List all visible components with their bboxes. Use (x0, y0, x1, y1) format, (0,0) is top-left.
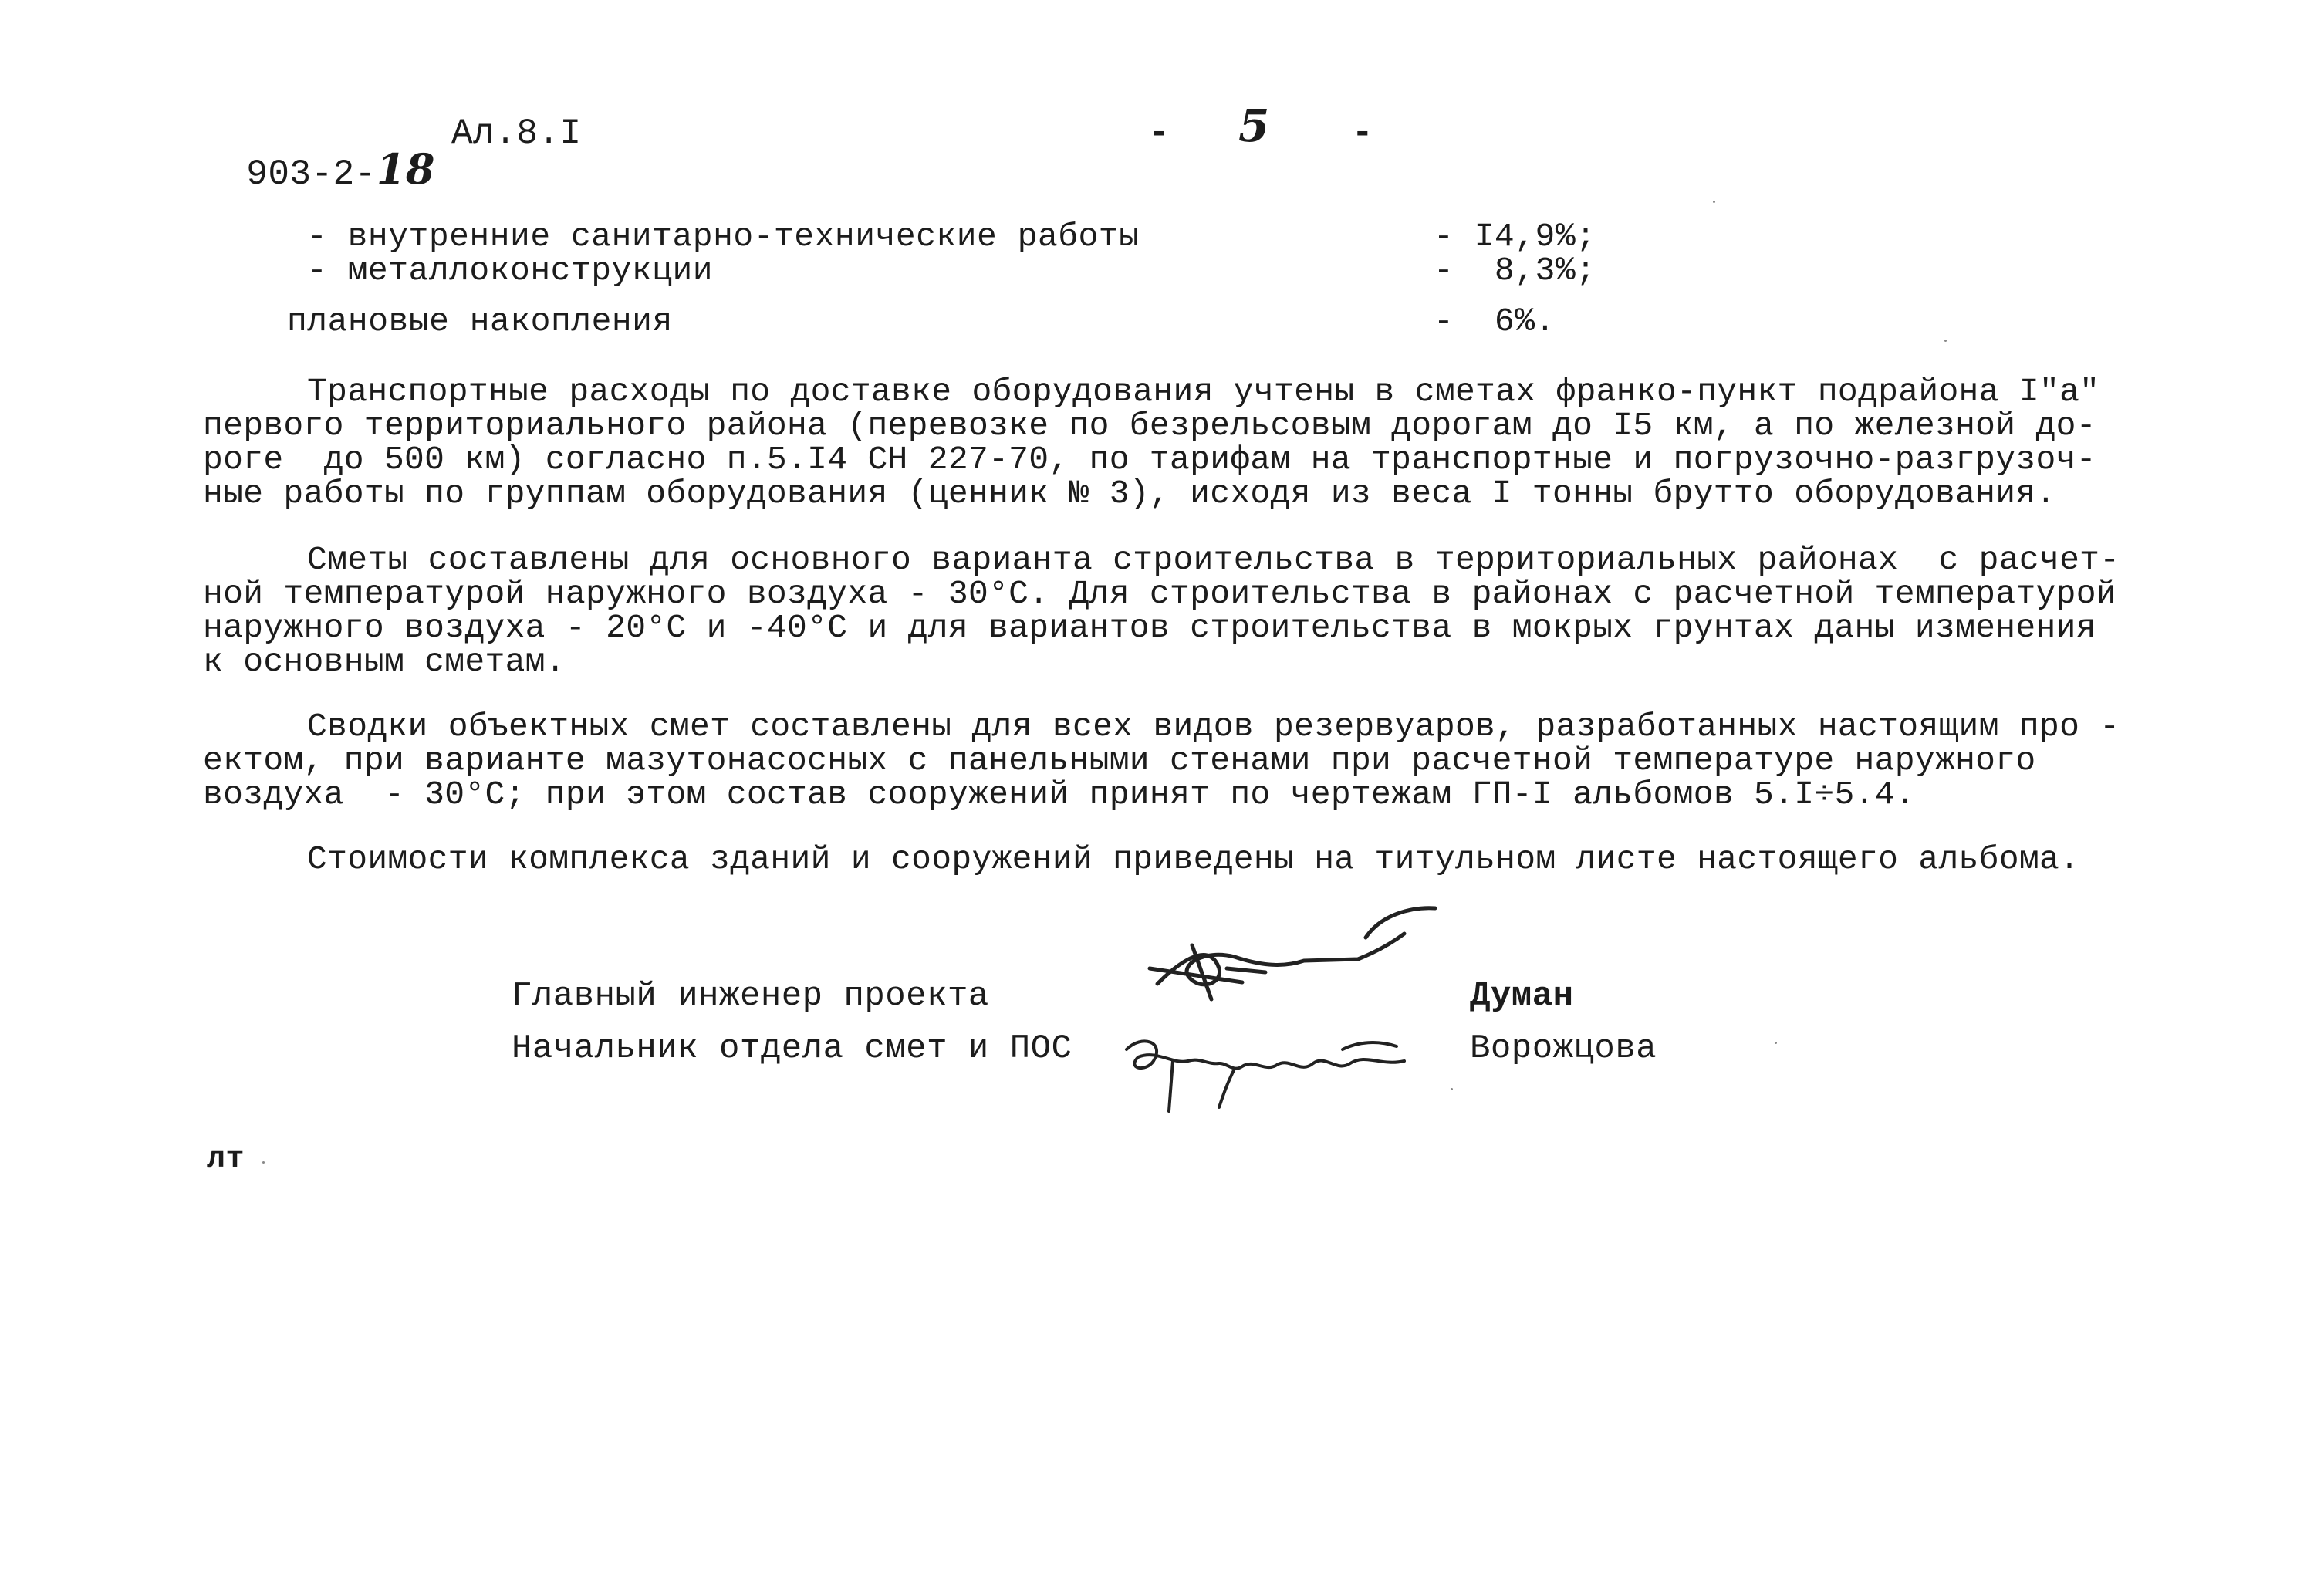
paragraph-estimates (203, 543, 2120, 679)
signatory-role: Начальник отдела смет и ПОС (512, 1029, 1072, 1068)
paragraph-transport (203, 375, 2099, 511)
paragraph-line: Стоимости комплекса зданий и сооружений приведены на титульном листе настоящего альбома. (307, 840, 2080, 878)
page-dash-left: - (1148, 113, 1170, 154)
scan-speck (1944, 340, 1947, 342)
handwritten-signature (1127, 899, 1451, 1015)
paragraph-line: Сметы составлены для основного варианта строительства в территориальных районах с расчет- (307, 541, 2120, 579)
scan-speck (262, 1161, 265, 1164)
page-dash-right: - (1352, 113, 1374, 154)
paragraph-line: к основным сметам. (203, 643, 566, 681)
list-item-value: - 6%. (1434, 302, 1556, 340)
paragraph-line: ектом, при варианте мазутонасосных с панельными стенами при расчетной температуре наружного (203, 742, 2036, 779)
list-item-label: - металлоконструкции (307, 252, 714, 289)
signatory-role: Главный инженер проекта (512, 977, 989, 1015)
page-number: 5 (1238, 100, 1270, 152)
document-code (203, 116, 435, 192)
list-item-value: - 8,3%; (1434, 252, 1596, 289)
paragraph-summaries (203, 710, 2120, 812)
scan-speck (1451, 1088, 1453, 1090)
paragraph-line: ные работы по группам оборудования (ценник № 3), исходя из веса I тонны брутто оборудования. (203, 475, 2056, 512)
paragraph-line: первого территориального района (перевозке по безрельсовым дорогам до I5 км, а по железной до- (203, 407, 2096, 444)
paragraph-line: наружного воздуха - 20°С и -40°С и для вариантов строительства в мокрых грунтах даны изменения (203, 609, 2096, 647)
scan-speck (1713, 201, 1715, 203)
list-item-label: плановые накопления (287, 302, 673, 340)
signatory-name: Думан (1470, 977, 1574, 1015)
list-item-label: - внутренние санитарно-технические работы (307, 218, 1140, 255)
paragraph-line: Сводки объектных смет составлены для всех видов резервуаров, разработанных настоящим про - (307, 708, 2120, 745)
paragraph-cost (203, 840, 2080, 878)
paragraph-line: воздуха - 30°С; при этом состав сооружений принят по чертежам ГП-I альбомов 5.I÷5.4. (203, 776, 1915, 813)
handwritten-signature (1111, 1019, 1435, 1119)
album-number: Ал.8.I (451, 113, 582, 154)
document-code-number: 18 (376, 144, 436, 194)
scan-speck (1775, 1042, 1777, 1044)
footer-mark: лт (207, 1142, 245, 1177)
paragraph-line: Транспортные расходы по доставке оборудования учтены в сметах франко-пункт подрайона I"а" (307, 373, 2100, 411)
list-item-value: - I4,9%; (1434, 218, 1596, 255)
document-code-prefix: 903-2- (246, 154, 377, 194)
paragraph-line: ной температурой наружного воздуха - 30°С. Для строительства в районах с расчетной температурой (203, 575, 2116, 613)
paragraph-line: роге до 500 км) согласно п.5.I4 СН 227-70, по тарифам на транспортные и погрузочно-разгрузоч- (203, 441, 2096, 478)
signatory-name: Ворожцова (1470, 1029, 1657, 1068)
